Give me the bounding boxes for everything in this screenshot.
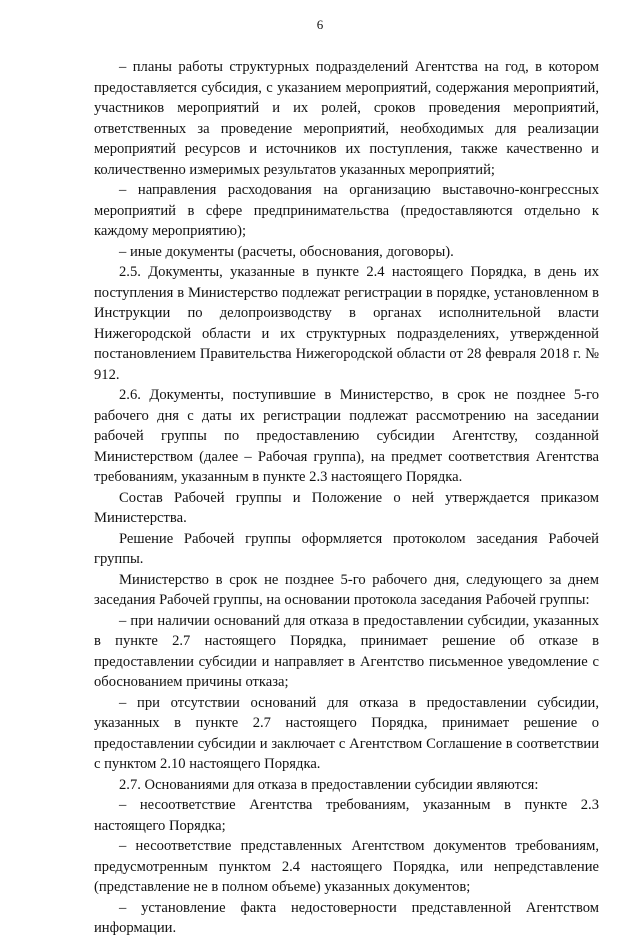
paragraph: Решение Рабочей группы оформляется протоколом заседания Рабочей группы. [94, 530, 599, 567]
paragraph: – планы работы структурных подразделений Агентства на год, в котором предоставляется субсидия, с указанием мероприятий, содержания мероприятий, участников мероприятий и их ролей, сроков проведения мероприятий, ответственных за проведение мероприятий, необходимых для реализации мероприятий ресурсов и источников их поступления, также качественно и количественно измеримых результатов указанных мероприятий; [94, 59, 599, 178]
paragraph: 2.5. Документы, указанные в пункте 2.4 настоящего Порядка, в день их поступления в Министерство подлежат регистрации в порядке, установленном в Инструкции по делопроизводству в органах исполнительной власти Нижегородской области и их структурных подразделениях, утвержденной постановлением Правительства Нижегородской области от 28 февраля 2018 г. № 912. [94, 264, 599, 383]
paragraph: – направления расходования на организацию выставочно-конгрессных мероприятий в сфере предпринимательства (предоставляются отдельно к каждому мероприятию); [94, 182, 599, 239]
paragraph: – иные документы (расчеты, обоснования, договоры). [119, 243, 454, 260]
paragraph: Состав Рабочей группы и Положение о ней утверждается приказом Министерства. [94, 489, 599, 526]
paragraph: – установление факта недостоверности представленной Агентством информации. [94, 899, 599, 936]
paragraph: – при наличии оснований для отказа в предоставлении субсидии, указанных в пункте 2.7 настоящего Порядка, принимает решение об отказе в предоставлении субсидии и направляет в Агентство письменное уведомление с обоснованием причины отказа; [94, 612, 599, 690]
paragraph: 2.7. Основаниями для отказа в предоставлении субсидии являются: [119, 776, 539, 793]
paragraph: – несоответствие Агентства требованиям, указанным в пункте 2.3 настоящего Порядка; [94, 797, 599, 834]
paragraph: – при отсутствии оснований для отказа в предоставлении субсидии, указанных в пункте 2.7 настоящего Порядка, принимает решение о предоставлении субсидии и заключает с Агентством Соглашение в соответствии с пунктом 2.10 настоящего Порядка. [94, 694, 599, 772]
paragraph: 2.6. Документы, поступившие в Министерство, в срок не позднее 5-го рабочего дня с даты их регистрации подлежат рассмотрению на заседании рабочей группы по предоставлению субсидии Агентству, созданной Министерством (далее – Рабочая группа), на предмет соответствия Агентства требованиям, указанным в пункте 2.3 настоящего Порядка. [94, 387, 599, 485]
paragraph: – несоответствие представленных Агентством документов требованиям, предусмотренным пунктом 2.4 настоящего Порядка, или непредставление (представление не в полном объеме) указанных документов; [94, 838, 599, 895]
document-body [94, 57, 599, 939]
paragraph: Министерство в срок не позднее 5-го рабочего дня, следующего за днем заседания Рабочей группы, на основании протокола заседания Рабочей группы: [94, 571, 599, 608]
page-number: 6 [316, 17, 324, 32]
